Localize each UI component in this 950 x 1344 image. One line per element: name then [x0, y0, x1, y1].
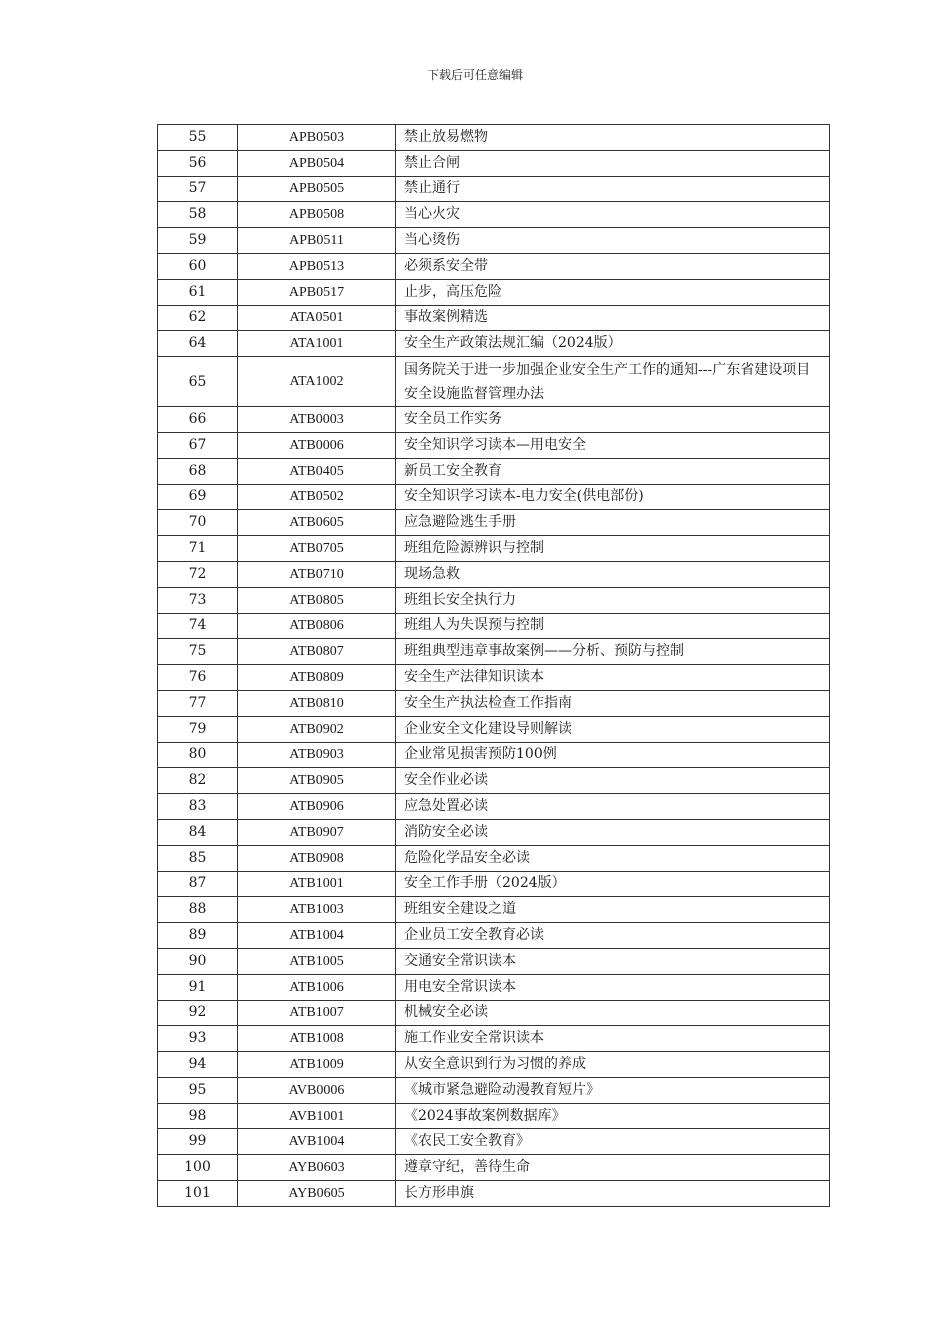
item-code: AYB0603 [238, 1155, 396, 1181]
table-row [158, 845, 830, 871]
item-title: 企业常见损害预防100例 [396, 742, 830, 768]
row-number: 68 [158, 458, 238, 484]
item-code: ATB0907 [238, 819, 396, 845]
item-code: ATB0902 [238, 716, 396, 742]
table-row [158, 1077, 830, 1103]
item-title: 《2024事故案例数据库》 [396, 1103, 830, 1129]
item-code: ATB0405 [238, 458, 396, 484]
item-title: 交通安全常识读本 [396, 948, 830, 974]
page-header: 下载后可任意编辑 [426, 68, 523, 82]
table-row [158, 923, 830, 949]
row-number: 93 [158, 1026, 238, 1052]
table-row [158, 561, 830, 587]
row-number: 61 [158, 279, 238, 305]
row-number: 88 [158, 897, 238, 923]
table-row [158, 536, 830, 562]
row-number: 83 [158, 794, 238, 820]
item-title: 安全知识学习读本—用电安全 [396, 432, 830, 458]
table-row [158, 432, 830, 458]
table-row [158, 253, 830, 279]
item-code: ATB0006 [238, 432, 396, 458]
item-code: ATB1006 [238, 974, 396, 1000]
table-row [158, 407, 830, 433]
table-row [158, 768, 830, 794]
item-title: 国务院关于进一步加强企业安全生产工作的通知---广东省建设项目安全设施监督管理办法 [396, 357, 830, 407]
item-code: AVB1004 [238, 1129, 396, 1155]
item-title: 机械安全必读 [396, 1000, 830, 1026]
item-title: 应急避险逃生手册 [396, 510, 830, 536]
row-number: 99 [158, 1129, 238, 1155]
item-title: 施工作业安全常识读本 [396, 1026, 830, 1052]
item-title: 班组安全建设之道 [396, 897, 830, 923]
row-number: 60 [158, 253, 238, 279]
row-number: 100 [158, 1155, 238, 1181]
table-row [158, 1026, 830, 1052]
item-code: ATB0908 [238, 845, 396, 871]
table-row [158, 871, 830, 897]
item-title: 消防安全必读 [396, 819, 830, 845]
row-number: 92 [158, 1000, 238, 1026]
row-number: 58 [158, 202, 238, 228]
item-code: APB0513 [238, 253, 396, 279]
row-number: 73 [158, 587, 238, 613]
table-row [158, 125, 830, 151]
table-row [158, 690, 830, 716]
table-row [158, 665, 830, 691]
item-code: ATB0809 [238, 665, 396, 691]
item-title: 安全生产法律知识读本 [396, 665, 830, 691]
row-number: 76 [158, 665, 238, 691]
item-code: ATB0710 [238, 561, 396, 587]
row-number: 98 [158, 1103, 238, 1129]
item-title: 安全作业必读 [396, 768, 830, 794]
item-code: ATB1001 [238, 871, 396, 897]
item-code: ATB0502 [238, 484, 396, 510]
row-number: 65 [158, 357, 238, 407]
row-number: 90 [158, 948, 238, 974]
table-row [158, 716, 830, 742]
item-code: AYB0605 [238, 1181, 396, 1207]
table-row [158, 897, 830, 923]
item-code: AVB0006 [238, 1077, 396, 1103]
item-title: 安全生产执法检查工作指南 [396, 690, 830, 716]
item-title: 当心烫伤 [396, 228, 830, 254]
item-code: APB0505 [238, 176, 396, 202]
item-code: ATB1003 [238, 897, 396, 923]
row-number: 59 [158, 228, 238, 254]
item-code: ATB0806 [238, 613, 396, 639]
row-number: 66 [158, 407, 238, 433]
item-title: 必须系安全带 [396, 253, 830, 279]
table-row [158, 228, 830, 254]
item-code: APB0504 [238, 150, 396, 176]
item-code: ATB0805 [238, 587, 396, 613]
row-number: 84 [158, 819, 238, 845]
row-number: 71 [158, 536, 238, 562]
item-code: ATB0810 [238, 690, 396, 716]
item-title: 禁止放易燃物 [396, 125, 830, 151]
item-code: ATB0903 [238, 742, 396, 768]
item-code: ATB0807 [238, 639, 396, 665]
table-row [158, 1000, 830, 1026]
table-row [158, 150, 830, 176]
item-title: 安全知识学习读本-电力安全(供电部份) [396, 484, 830, 510]
item-title: 班组危险源辨识与控制 [396, 536, 830, 562]
item-title: 应急处置必读 [396, 794, 830, 820]
table-row [158, 176, 830, 202]
item-title: 《农民工安全教育》 [396, 1129, 830, 1155]
table-row [158, 587, 830, 613]
item-title: 班组人为失误预与控制 [396, 613, 830, 639]
row-number: 62 [158, 305, 238, 331]
table-row [158, 819, 830, 845]
row-number: 94 [158, 1052, 238, 1078]
item-title: 用电安全常识读本 [396, 974, 830, 1000]
row-number: 64 [158, 331, 238, 357]
row-number: 101 [158, 1181, 238, 1207]
row-number: 77 [158, 690, 238, 716]
item-title: 遵章守纪，善待生命 [396, 1155, 830, 1181]
row-number: 69 [158, 484, 238, 510]
item-title: 安全工作手册（2024版） [396, 871, 830, 897]
row-number: 57 [158, 176, 238, 202]
row-number: 95 [158, 1077, 238, 1103]
item-code: ATA1002 [238, 357, 396, 407]
table-row [158, 794, 830, 820]
table-row [158, 613, 830, 639]
item-title: 安全员工作实务 [396, 407, 830, 433]
item-title: 危险化学品安全必读 [396, 845, 830, 871]
table-row [158, 279, 830, 305]
item-title: 禁止合闸 [396, 150, 830, 176]
item-code: ATB0905 [238, 768, 396, 794]
table-row [158, 357, 830, 407]
table-row [158, 484, 830, 510]
table-row [158, 305, 830, 331]
row-number: 74 [158, 613, 238, 639]
item-code: ATB1007 [238, 1000, 396, 1026]
item-title: 安全生产政策法规汇编（2024版） [396, 331, 830, 357]
item-title: 新员工安全教育 [396, 458, 830, 484]
row-number: 91 [158, 974, 238, 1000]
item-title: 《城市紧急避险动漫教育短片》 [396, 1077, 830, 1103]
item-title: 班组典型违章事故案例——分析、预防与控制 [396, 639, 830, 665]
item-code: APB0508 [238, 202, 396, 228]
row-number: 87 [158, 871, 238, 897]
item-code: ATB1009 [238, 1052, 396, 1078]
item-title: 止步，高压危险 [396, 279, 830, 305]
item-code: ATA1001 [238, 331, 396, 357]
item-title: 事故案例精选 [396, 305, 830, 331]
table-row [158, 1155, 830, 1181]
item-code: ATB0705 [238, 536, 396, 562]
item-code: ATA0501 [238, 305, 396, 331]
table-row [158, 1052, 830, 1078]
item-code: ATB0906 [238, 794, 396, 820]
item-code: ATB1005 [238, 948, 396, 974]
item-code: APB0511 [238, 228, 396, 254]
table-row [158, 202, 830, 228]
item-code: ATB0605 [238, 510, 396, 536]
item-title: 班组长安全执行力 [396, 587, 830, 613]
row-number: 82 [158, 768, 238, 794]
table-row [158, 1103, 830, 1129]
table-row [158, 974, 830, 1000]
table-row [158, 331, 830, 357]
table-row [158, 458, 830, 484]
item-title: 现场急救 [396, 561, 830, 587]
table-row [158, 639, 830, 665]
item-code: ATB0003 [238, 407, 396, 433]
row-number: 75 [158, 639, 238, 665]
table-row [158, 1181, 830, 1207]
item-code: ATB1008 [238, 1026, 396, 1052]
item-title: 禁止通行 [396, 176, 830, 202]
row-number: 56 [158, 150, 238, 176]
item-title: 当心火灾 [396, 202, 830, 228]
item-title: 长方形串旗 [396, 1181, 830, 1207]
item-code: ATB1004 [238, 923, 396, 949]
item-title: 企业员工安全教育必读 [396, 923, 830, 949]
row-number: 80 [158, 742, 238, 768]
table-row [158, 948, 830, 974]
item-title: 从安全意识到行为习惯的养成 [396, 1052, 830, 1078]
row-number: 89 [158, 923, 238, 949]
table-row [158, 742, 830, 768]
item-code: APB0517 [238, 279, 396, 305]
row-number: 79 [158, 716, 238, 742]
item-title: 企业安全文化建设导则解读 [396, 716, 830, 742]
item-code: APB0503 [238, 125, 396, 151]
table-row [158, 1129, 830, 1155]
item-code: AVB1001 [238, 1103, 396, 1129]
row-number: 70 [158, 510, 238, 536]
row-number: 72 [158, 561, 238, 587]
table-row [158, 510, 830, 536]
row-number: 55 [158, 125, 238, 151]
row-number: 67 [158, 432, 238, 458]
catalog-table-body [158, 125, 830, 1207]
row-number: 85 [158, 845, 238, 871]
catalog-table [157, 124, 830, 1207]
